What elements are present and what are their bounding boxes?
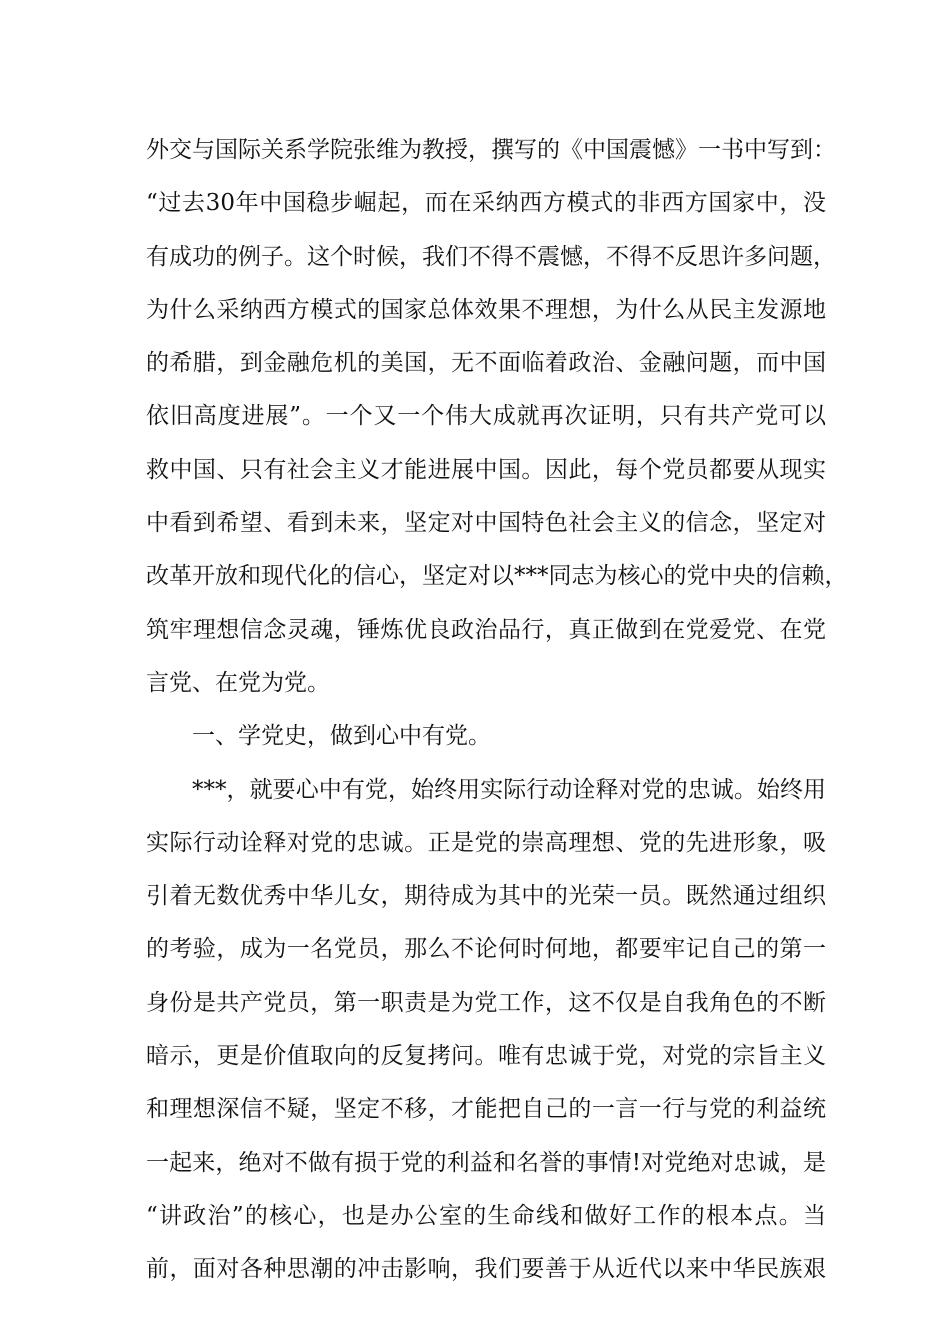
text-line: 有成功的例子。这个时候，我们不得不震憾，不得不反思许多问题， bbox=[146, 243, 836, 270]
text-line: “讲政治”的核心，也是办公室的生命线和做好工作的根本点。当 bbox=[146, 1202, 826, 1229]
text-line: 中看到希望、看到未来，坚定对中国特色社会主义的信念，坚定对 bbox=[146, 510, 826, 537]
text-line: 的考验，成为一名党员，那么不论何时何地，都要牢记自己的第一 bbox=[146, 936, 826, 963]
text-line: 引着无数优秀中华儿女，期待成为其中的光荣一员。既然通过组织 bbox=[146, 883, 826, 910]
body-text bbox=[146, 124, 848, 1297]
text-line: 改革开放和现代化的信心，坚定对以***同志为核心的党中央的信赖， bbox=[146, 563, 848, 590]
text-line: 依旧高度进展”。一个又一个伟大成就再次证明，只有共产党可以 bbox=[146, 403, 826, 430]
text-line: 救中国、只有社会主义才能进展中国。因此，每个党员都要从现实 bbox=[146, 456, 826, 483]
text-line: 暗示，更是价值取向的反复拷问。唯有忠诚于党，对党的宗旨主义 bbox=[146, 1043, 826, 1070]
text-line: 和理想深信不疑，坚定不移，才能把自己的一言一行与党的利益统 bbox=[146, 1096, 826, 1123]
text-line: “过去30年中国稳步崛起，而在采纳西方模式的非西方国家中，没 bbox=[146, 190, 826, 217]
text-line: 身份是共产党员，第一职责是为党工作，这不仅是自我角色的不断 bbox=[146, 989, 826, 1016]
text-line: 为什么采纳西方模式的国家总体效果不理想，为什么从民主发源地 bbox=[146, 296, 826, 323]
text-line: 的希腊，到金融危机的美国，无不面临着政治、金融问题，而中国 bbox=[146, 350, 826, 377]
section-heading: 一、学党史，做到心中有党。 bbox=[192, 723, 491, 750]
text-line: 前，面对各种思潮的冲击影响，我们要善于从近代以来中华民族艰 bbox=[146, 1256, 826, 1283]
text-line: 实际行动诠释对党的忠诚。正是党的崇高理想、党的先进形象，吸 bbox=[146, 829, 826, 856]
text-line: 筑牢理想信念灵魂，锤炼优良政治品行，真正做到在党爱党、在党 bbox=[146, 616, 826, 643]
text-line: ***，就要心中有党，始终用实际行动诠释对党的忠诚。始终用 bbox=[192, 776, 826, 803]
text-line: 一起来，绝对不做有损于党的利益和名誉的事情!对党绝对忠诚，是 bbox=[146, 1149, 826, 1176]
text-line: 言党、在党为党。 bbox=[146, 669, 330, 696]
text-line: 外交与国际关系学院张维为教授，撰写的《中国震憾》一书中写到： bbox=[146, 137, 836, 163]
